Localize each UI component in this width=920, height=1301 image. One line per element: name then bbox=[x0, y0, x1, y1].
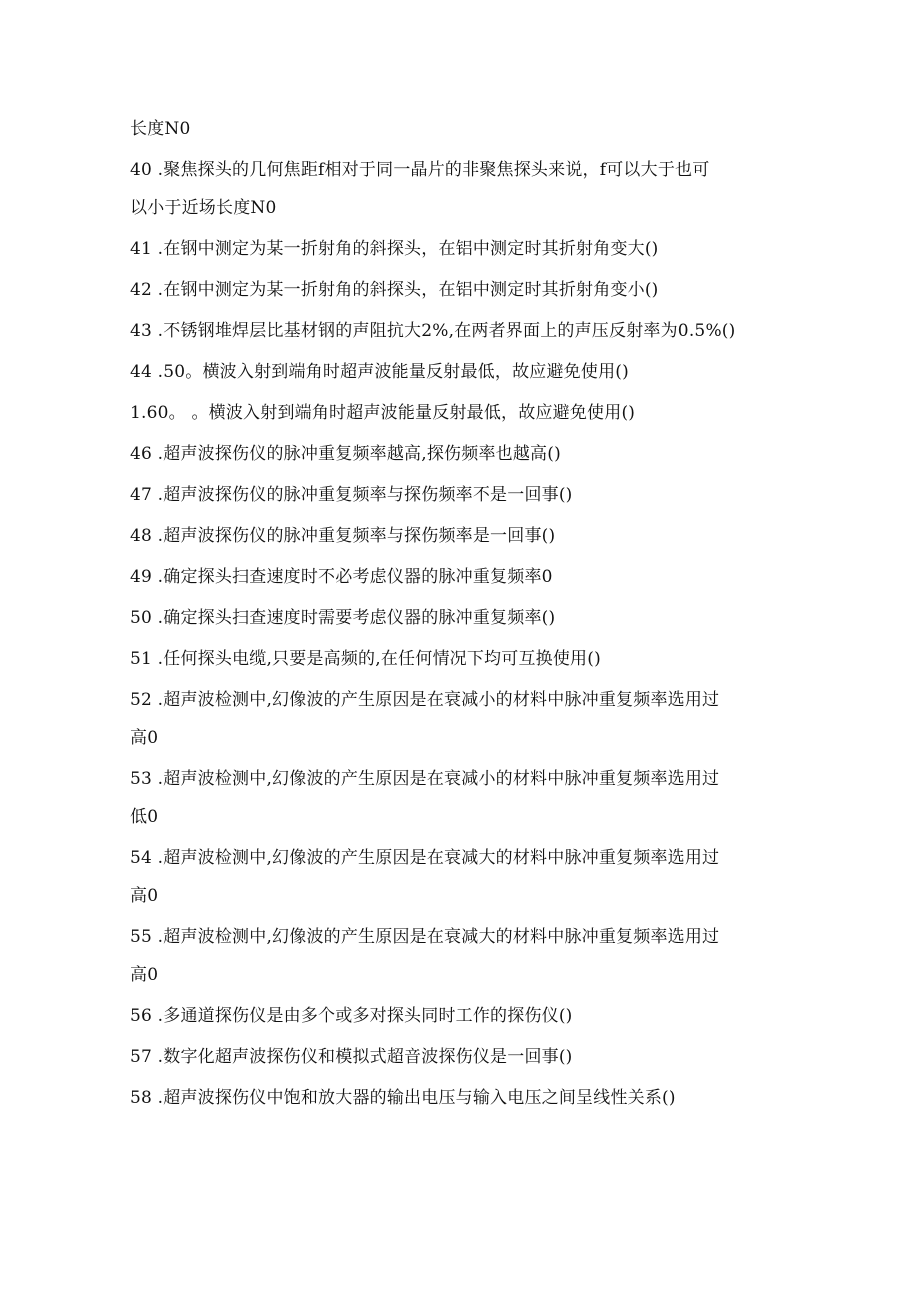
text-line: 41 .在钢中测定为某一折射角的斜探头，在铝中测定时其折射角变大() bbox=[130, 239, 659, 259]
text-line: 54 .超声波检测中,幻像波的产生原因是在衰减大的材料中脉冲重复频率选用过 bbox=[130, 848, 720, 868]
text-line: 50 .确定探头扫查速度时需要考虑仪器的脉冲重复频率() bbox=[130, 608, 556, 628]
text-line: 42 .在钢中测定为某一折射角的斜探头，在铝中测定时其折射角变小() bbox=[130, 280, 659, 300]
text-line: 以小于近场长度N0 bbox=[130, 198, 277, 218]
text-line: 47 .超声波探伤仪的脉冲重复频率与探伤频率不是一回事() bbox=[130, 485, 573, 505]
text-line: 55 .超声波检测中,幻像波的产生原因是在衰减大的材料中脉冲重复频率选用过 bbox=[130, 927, 720, 947]
text-line: 57 .数字化超声波探伤仪和模拟式超音波探伤仪是一回事() bbox=[130, 1047, 573, 1067]
text-line: 44 .50。横波入射到端角时超声波能量反射最低，故应避免使用() bbox=[130, 362, 629, 382]
text-line: 51 .任何探头电缆,只要是高频的,在任何情况下均可互换使用() bbox=[130, 649, 601, 669]
text-line: 高0 bbox=[130, 728, 159, 748]
text-line: 56 .多通道探伤仪是由多个或多对探头同时工作的探伤仪() bbox=[130, 1006, 573, 1026]
text-line: 低0 bbox=[130, 807, 159, 827]
text-line: 40 .聚焦探头的几何焦距f相对于同一晶片的非聚焦探头来说，f可以大于也可 bbox=[130, 160, 710, 180]
text-line: 52 .超声波检测中,幻像波的产生原因是在衰减小的材料中脉冲重复频率选用过 bbox=[130, 690, 720, 710]
text-line: 高0 bbox=[130, 965, 159, 985]
text-line: 49 .确定探头扫查速度时不必考虑仪器的脉冲重复频率0 bbox=[130, 567, 553, 587]
question-list bbox=[130, 113, 790, 1123]
text-line: 1.60。 。横波入射到端角时超声波能量反射最低，故应避免使用() bbox=[130, 403, 636, 423]
text-line: 53 .超声波检测中,幻像波的产生原因是在衰减小的材料中脉冲重复频率选用过 bbox=[130, 769, 720, 789]
text-line: 43 .不锈钢堆焊层比基材钢的声阻抗大2%,在两者界面上的声压反射率为0.5%() bbox=[130, 321, 736, 341]
text-line: 长度N0 bbox=[130, 119, 191, 139]
text-line: 58 .超声波探伤仪中饱和放大器的输出电压与输入电压之间呈线性关系() bbox=[130, 1088, 676, 1108]
text-line: 48 .超声波探伤仪的脉冲重复频率与探伤频率是一回事() bbox=[130, 526, 556, 546]
text-line: 46 .超声波探伤仪的脉冲重复频率越高,探伤频率也越高() bbox=[130, 444, 561, 464]
text-line: 高0 bbox=[130, 886, 159, 906]
